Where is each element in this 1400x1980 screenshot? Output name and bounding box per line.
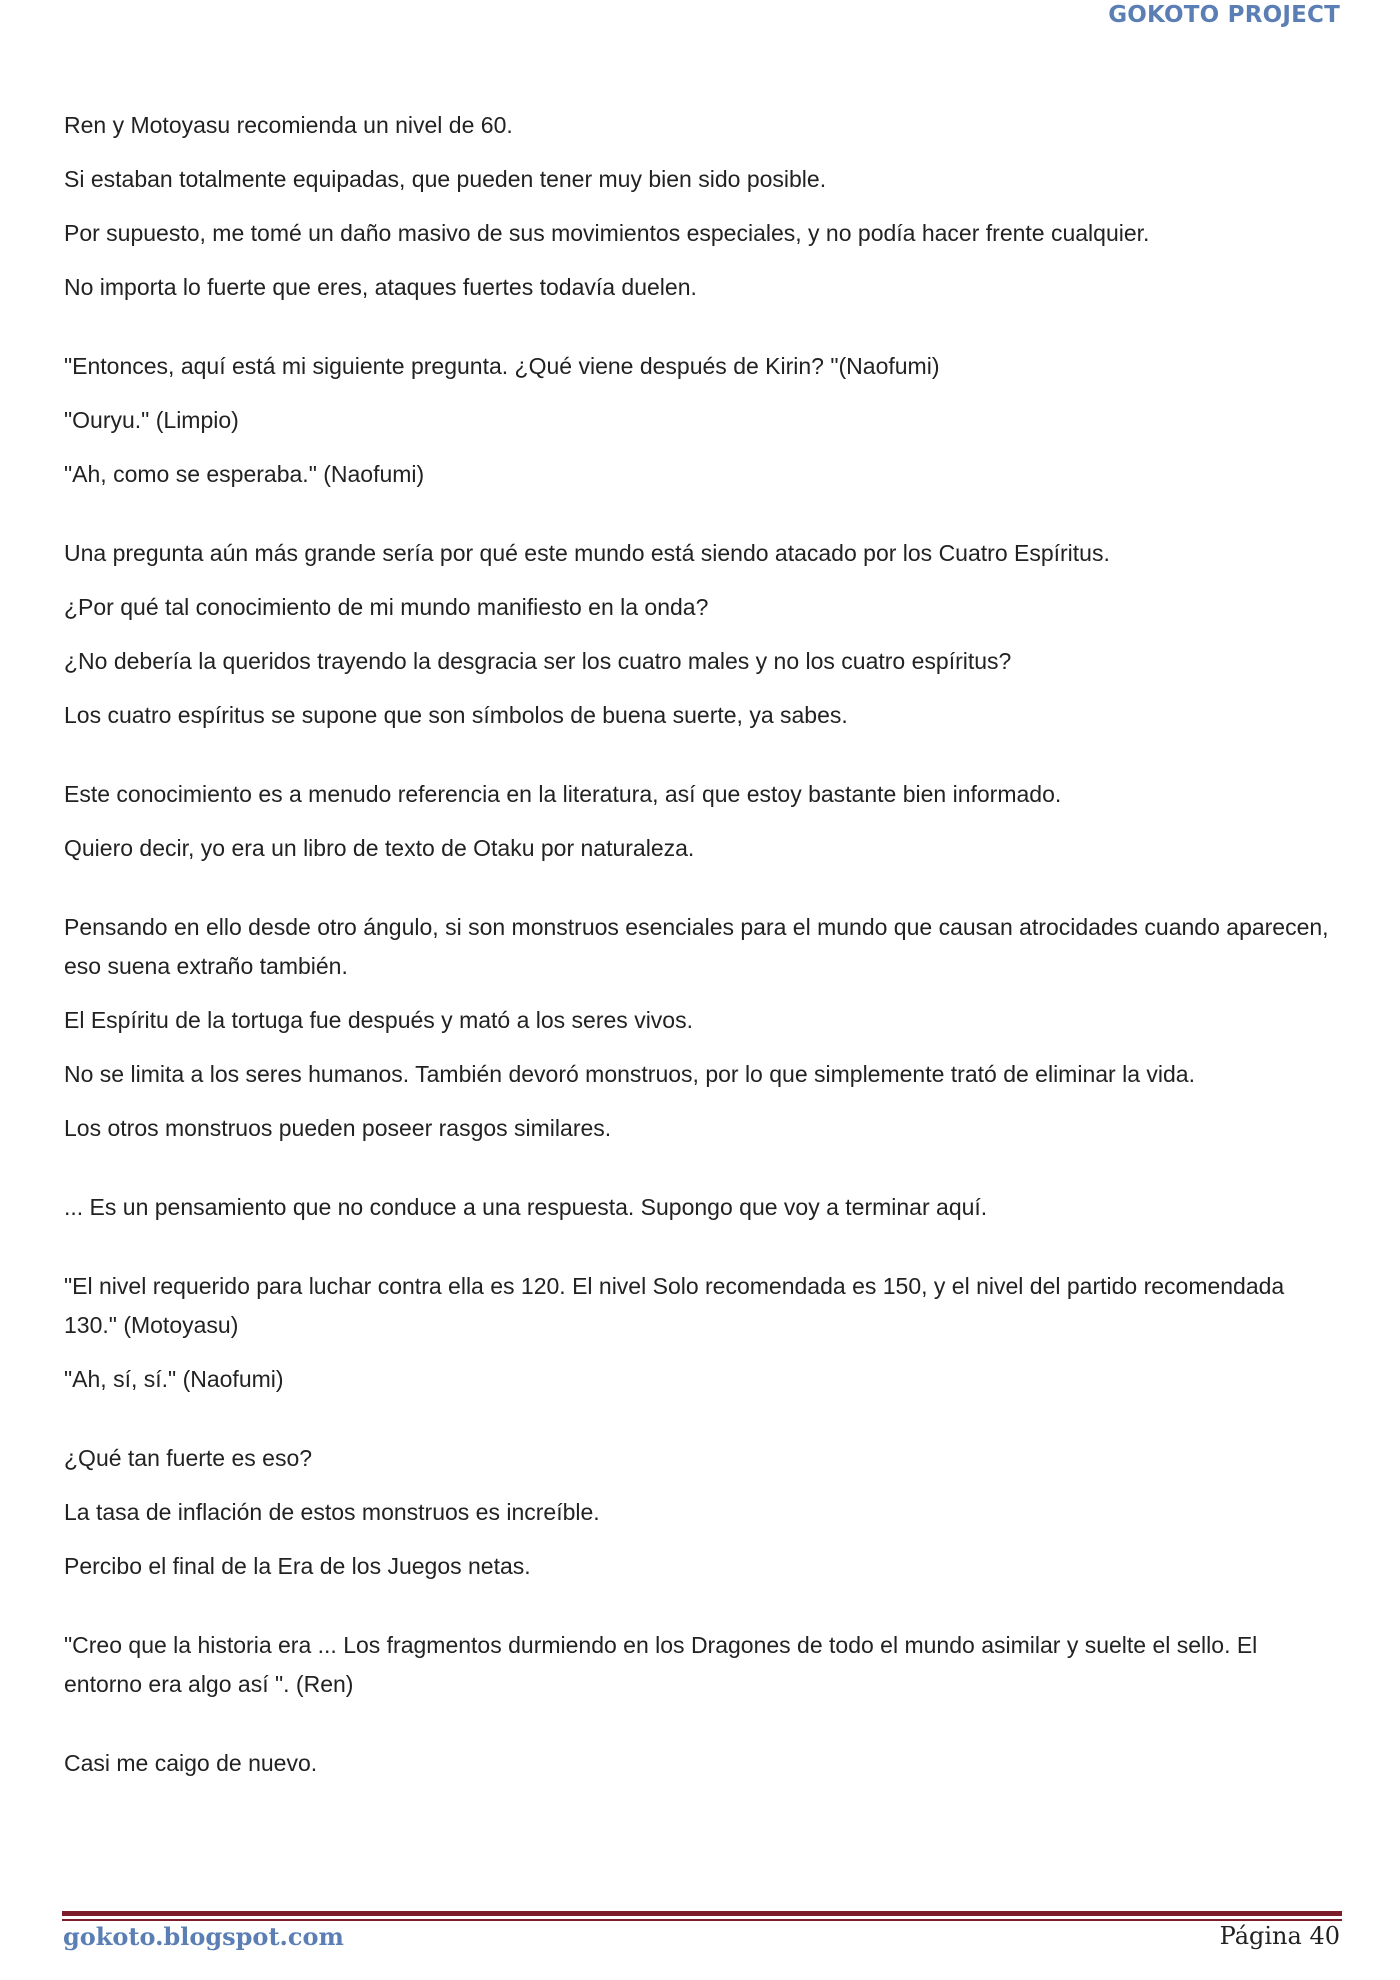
text-line: "Ah, como se esperaba." (Naofumi) [64,461,425,487]
paragraph-group [64,106,1334,307]
text-line: Percibo el final de la Era de los Juegos netas. [64,1553,531,1579]
text-line: ¿Qué tan fuerte es eso? [64,1445,313,1471]
text-line: Este conocimiento es a menudo referencia en la literatura, así que estoy bastante bien informado. [64,781,1062,807]
paragraph-group [64,1267,1334,1399]
paragraph-group [64,1626,1334,1704]
text-line: "Ouryu." (Limpio) [64,407,239,433]
paragraph-group [64,534,1334,735]
text-line: Casi me caigo de nuevo. [64,1750,318,1776]
text-line: Por supuesto, me tomé un daño masivo de sus movimientos especiales, y no podía hacer frente cualquier. [64,220,1150,246]
text-line: Los cuatro espíritus se supone que son símbolos de buena suerte, ya sabes. [64,702,848,728]
text-line: "Creo que la historia era ... Los fragmentos durmiendo en los Dragones de todo el mundo asimilar y suelte el sello. El entorno era algo así ". (Ren) [64,1632,1258,1697]
text-line: Quiero decir, yo era un libro de texto de Otaku por naturaleza. [64,835,695,861]
text-line: Pensando en ello desde otro ángulo, si son monstruos esenciales para el mundo que causan atrocidades cuando aparecen, eso suena extraño también. [64,914,1329,979]
paragraph-group [64,347,1334,494]
text-line: La tasa de inflación de estos monstruos es increíble. [64,1499,600,1525]
footer-rule-thin [62,1919,1342,1921]
text-line: No importa lo fuerte que eres, ataques fuertes todavía duelen. [64,274,697,300]
text-line: "El nivel requerido para luchar contra ella es 120. El nivel Solo recomendada es 150, y el nivel del partido recomendada 130." (Motoyasu) [64,1273,1285,1338]
paragraph-group [64,908,1334,1148]
text-line: ¿No debería la queridos trayendo la desgracia ser los cuatro males y no los cuatro espíritus? [64,648,1012,674]
paragraph-group [64,1744,1334,1783]
paragraph-group [64,1439,1334,1586]
paragraph-group [64,775,1334,868]
text-line: El Espíritu de la tortuga fue después y mató a los seres vivos. [64,1007,693,1033]
text-line: No se limita a los seres humanos. También devoró monstruos, por lo que simplemente trató de eliminar la vida. [64,1061,1195,1087]
header-brand: GOKOTO PROJECT [1108,2,1340,28]
footer-rule-thick [62,1911,1342,1916]
text-line: "Ah, sí, sí." (Naofumi) [64,1366,284,1392]
text-line: "Entonces, aquí está mi siguiente pregunta. ¿Qué viene después de Kirin? "(Naofumi) [64,353,940,379]
footer-rule [62,1911,1342,1921]
text-line: Si estaban totalmente equipadas, que pueden tener muy bien sido posible. [64,166,827,192]
page-number: Página 40 [1219,1922,1340,1950]
text-line: Ren y Motoyasu recomienda un nivel de 60. [64,112,513,138]
text-line: Una pregunta aún más grande sería por qué este mundo está siendo atacado por los Cuatro Espíritus. [64,540,1110,566]
text-line: ... Es un pensamiento que no conduce a una respuesta. Supongo que voy a terminar aquí. [64,1194,988,1220]
document-body [64,106,1334,1783]
text-line: Los otros monstruos pueden poseer rasgos similares. [64,1115,612,1141]
text-line: ¿Por qué tal conocimiento de mi mundo manifiesto en la onda? [64,594,709,620]
footer-site-link[interactable]: gokoto.blogspot.com [63,1922,344,1951]
paragraph-group [64,1188,1334,1227]
